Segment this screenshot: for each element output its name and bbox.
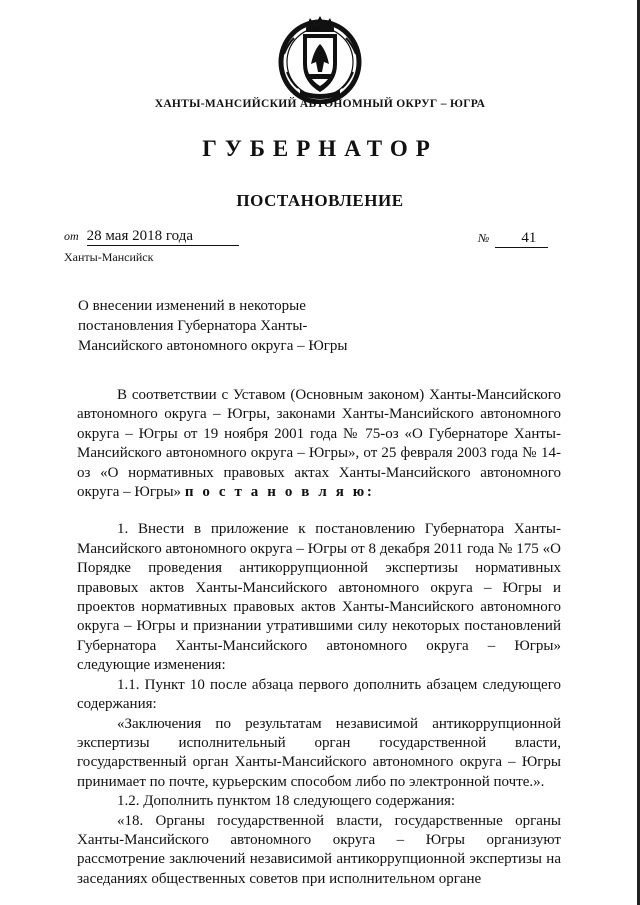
subject-line: постановления Губернатора Ханты- bbox=[78, 318, 308, 334]
subject-line: О внесении изменений в некоторые bbox=[78, 298, 306, 314]
preamble-paragraph bbox=[77, 386, 561, 502]
date-row bbox=[64, 228, 239, 246]
quote-paragraph: «18. Органы государственной власти, государственные органы Ханты-Мансийского автономного округа – Югры организуют рассмотрение заключений независимой антикоррупционной экспертизы на заседаниях общественных советов при исполнительном органе bbox=[77, 812, 561, 887]
document-number: 41 bbox=[495, 230, 548, 248]
region-name: ХАНТЫ-МАНСИЙСКИЙ АВТОНОМНЫЙ ОКРУГ – ЮГРА bbox=[154, 98, 486, 110]
number-row bbox=[478, 230, 548, 248]
number-prefix: № bbox=[478, 231, 490, 245]
quote-paragraph: «Заключения по результатам независимой антикоррупционной экспертизы исполнительный орган государственной власти, государственный орган Ханты-Мансийского автономного округа – Югры принимает по почте, курьерским способом либо по электронной почте.». bbox=[77, 715, 561, 790]
clause-1-2: 1.2. Дополнить пунктом 18 следующего содержания: bbox=[117, 793, 456, 810]
document-type: ПОСТАНОВЛЕНИЕ bbox=[236, 191, 404, 210]
document-title: ГУБЕРНАТОР bbox=[202, 136, 438, 161]
date-prefix: от bbox=[64, 229, 79, 243]
clause-1-1: 1.1. Пункт 10 после абзаца первого дополнить абзацем следующего содержания: bbox=[77, 676, 561, 713]
preamble-text: В соответствии с Уставом (Основным законом) Ханты-Мансийского автономного округа – Югры, законами Ханты-Мансийского автономного округа – Югры от 19 ноября 2001 года № 75-оз «О Губернаторе Ханты-Мансийского автономного округа – Югры», от 25 февраля 2003 года № 14-оз «О нормативных правовых актах Ханты-Мансийского автономного округа – Югры» bbox=[77, 387, 561, 501]
subject-line: Мансийского автономного округа – Югры bbox=[78, 338, 348, 354]
coat-of-arms-emblem bbox=[278, 14, 362, 104]
document-subject bbox=[78, 296, 378, 356]
document-body bbox=[77, 386, 561, 889]
document-date: 28 мая 2018 года bbox=[87, 228, 239, 246]
city: Ханты-Мансийск bbox=[64, 250, 154, 264]
clause-1: 1. Внести в приложение к постановлению Губернатора Ханты-Мансийского автономного округа – Югры от 8 декабря 2011 года № 175 «О Порядке проведения антикоррупционной экспертизы нормативных правовых актов Ханты-Мансийского автономного округа – Югры и проектов нормативных правовых актов Ханты-Мансийского автономного округа – Югры и признании утратившими силу некоторых постановлений Губернатора Ханты-Мансийского автономного округа – Югры» следующие изменения: bbox=[77, 521, 561, 674]
resolve-word: п о с т а н о в л я ю: bbox=[184, 484, 375, 501]
